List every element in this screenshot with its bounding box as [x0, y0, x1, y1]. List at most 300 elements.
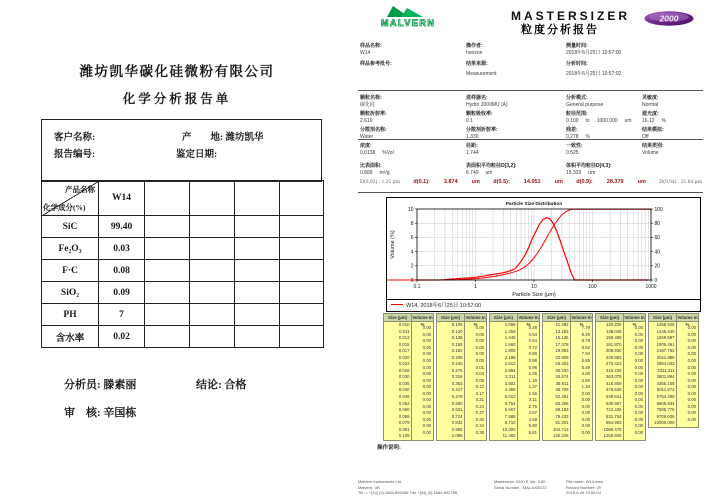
volume-cell: 0.00 — [634, 430, 643, 436]
composition-row — [42, 326, 324, 348]
size-cell: 0.017 — [398, 348, 410, 354]
size-cell: 831.764 — [605, 413, 622, 419]
composition-row — [42, 304, 324, 326]
volume-cell: 4.00 — [581, 371, 590, 377]
field-concentration: 浓度: 0.0138 %Vol — [360, 143, 394, 156]
empty-cell — [280, 216, 324, 238]
volume-cell: 4.58 — [528, 416, 537, 422]
volume-cell: 0.00 — [581, 423, 590, 429]
volume-cell: 0.00 — [475, 331, 484, 337]
svg-text:2: 2 — [410, 263, 414, 270]
field-result-type: 结果类别: Volume — [642, 143, 664, 156]
volume-cell: 0.00 — [634, 423, 643, 429]
size-cell: 4365.158 — [656, 380, 675, 386]
component-value-cell: 7 — [99, 304, 145, 326]
component-name-cell: SiC — [42, 216, 99, 238]
volume-cell: 0.00 — [634, 410, 643, 416]
chart-legend — [386, 298, 701, 312]
empty-cell — [190, 260, 235, 282]
volume-cell: 0.00 — [422, 371, 431, 377]
size-column-group — [542, 313, 593, 441]
field-measured-time: 测量时间: 2018年6月25日 10:57:00 分析时间: 2018年6月25日 10:57:02 — [566, 43, 622, 77]
svg-text:2000: 2000 — [659, 13, 679, 24]
size-cell: 0.479 — [451, 394, 463, 400]
size-cell: 5.012 — [504, 394, 516, 400]
size-cell: 8.710 — [504, 420, 516, 426]
size-cell: 0.060 — [398, 407, 410, 413]
size-cell: 0.013 — [398, 335, 410, 341]
size-cell: 0.240 — [451, 361, 463, 367]
component-name-cell: F·C — [42, 260, 99, 282]
size-cell: 549.541 — [605, 394, 622, 400]
reviewer-line: 审 核: 辛国栋 — [64, 407, 137, 419]
size-cell: 0.035 — [398, 380, 410, 386]
empty-cell — [145, 282, 190, 304]
volume-cell: 0.00 — [687, 403, 696, 409]
size-cell: 0.209 — [451, 354, 463, 360]
composition-row — [42, 260, 324, 282]
volume-cell: 0.09 — [475, 377, 484, 383]
empty-cell — [145, 181, 190, 216]
empty-cell — [280, 326, 324, 348]
size-header-cell: Size (µm) — [543, 314, 571, 321]
volume-cell: 0.00 — [581, 397, 590, 403]
size-cell: 138.038 — [605, 328, 622, 334]
empty-cell — [145, 304, 190, 326]
size-cell: 478.630 — [605, 387, 622, 393]
empty-cell — [235, 216, 280, 238]
size-cell: 630.957 — [605, 400, 622, 406]
size-header-cell: Size (µm) — [437, 314, 465, 321]
field-sample-name: 样品名称: W14 样品参考批号: — [360, 43, 392, 67]
volume-cell: 0.00 — [422, 358, 431, 363]
component-name-cell: 含水率 — [42, 326, 99, 348]
empty-cell — [280, 238, 324, 260]
chemical-composition-table — [41, 180, 324, 348]
size-cell: 3801.894 — [656, 374, 675, 380]
svg-text:4: 4 — [410, 249, 414, 256]
volume-cell: 1.18 — [528, 377, 537, 383]
empty-cell — [145, 260, 190, 282]
size-values-column — [596, 322, 624, 440]
mastersizer-report-page — [354, 0, 707, 500]
volume-cell: 8.62 — [581, 344, 590, 350]
svg-text:20: 20 — [654, 263, 661, 270]
volume-cell: 5.49 — [581, 364, 590, 370]
component-value-cell: 0.08 — [99, 260, 145, 282]
volume-cell: 0.00 — [422, 397, 431, 403]
size-cell: 2511.886 — [656, 354, 675, 360]
svg-text:6: 6 — [410, 235, 414, 242]
empty-cell — [235, 181, 280, 216]
d094-annotation: D(0,94) : 31.84 µm — [659, 179, 702, 185]
volume-cell: 0.49 — [528, 325, 537, 331]
footer-version: Mastersizer 2000 E Ver. 5.60 Serial Number : MAL1005172 — [494, 479, 547, 490]
volume-cell: 0.00 — [634, 331, 643, 337]
field-analysis-model: 分析模式: General purpose 粒径范围: 0.100 to 1000.000 um 残差: 0.278 % — [566, 95, 632, 140]
volume-cell: 3.57 — [528, 410, 537, 416]
empty-cell — [280, 260, 324, 282]
volume-cell: 0.00 — [634, 338, 643, 344]
volume-cell: 0.96 — [528, 364, 537, 370]
volume-cell: 0.30 — [475, 416, 484, 422]
size-cell: 15.136 — [555, 335, 569, 341]
d10-value: d(0.1): 3.874 um — [413, 179, 480, 185]
size-cell: 0.120 — [451, 328, 463, 334]
size-cell: 1905.461 — [656, 341, 675, 347]
size-cell: 0.832 — [451, 420, 463, 426]
svg-text:10: 10 — [531, 284, 537, 290]
svg-text:Particle Size (µm): Particle Size (µm) — [512, 292, 556, 297]
size-cell: 1659.587 — [656, 335, 675, 341]
volume-cell: 0.00 — [422, 384, 431, 390]
empty-cell — [235, 326, 280, 348]
customer-row — [54, 129, 264, 143]
size-cell: 5.754 — [504, 400, 516, 406]
volume-cell: 0.00 — [422, 325, 431, 331]
size-cell: 0.550 — [451, 400, 463, 406]
volume-cell: 0.00 — [687, 384, 696, 390]
volume-cell: 0.04 — [475, 371, 484, 377]
size-cell: 0.363 — [451, 380, 463, 386]
size-cell: 0.040 — [398, 387, 410, 393]
field-d43: 体积平均粒径D[4,3]: 15.333 um — [566, 163, 612, 176]
size-cell: 13.183 — [555, 328, 569, 334]
volume-cell: 0.00 — [687, 325, 696, 331]
size-cell: 0.417 — [451, 387, 463, 393]
volume-cell: 0.00 — [422, 331, 431, 337]
volume-header-cell: Volume In % — [571, 315, 592, 327]
svg-text:1000: 1000 — [645, 284, 657, 290]
svg-text:100: 100 — [588, 284, 597, 290]
customer-label: 客户名称: — [54, 133, 96, 143]
volume-cell: 2.60 — [581, 377, 590, 383]
field-span: 径距: 1.744 — [466, 143, 479, 156]
volume-cell: 0.38 — [475, 430, 484, 436]
size-cell: 3.802 — [504, 380, 516, 386]
volume-cell: 0.00 — [687, 358, 696, 363]
empty-cell — [280, 181, 324, 216]
volume-cell: 0.00 — [422, 403, 431, 409]
size-cell: 26.303 — [555, 361, 569, 367]
volume-cell: 0.00 — [687, 351, 696, 357]
size-values-column — [649, 322, 677, 427]
volume-cell: 0.00 — [581, 410, 590, 416]
size-cell: 10.000 — [502, 426, 516, 432]
size-cell: 10000.000 — [654, 420, 675, 426]
volume-cell: 0.00 — [475, 344, 484, 350]
field-particle-name: 颗粒名称: 碳化硅 颗粒折射率: 2.610 分散剂名称: Water — [360, 95, 387, 140]
volume-values-column — [624, 322, 645, 440]
diagonal-header-cell — [42, 181, 99, 216]
size-cell: 1.660 — [504, 341, 516, 347]
divider — [358, 192, 703, 193]
size-cell: 52.481 — [555, 394, 569, 400]
empty-cell — [235, 238, 280, 260]
size-cell: 316.228 — [605, 367, 622, 373]
volume-values-column — [677, 322, 698, 427]
volume-cell: 0.00 — [581, 430, 590, 436]
size-cell: 0.182 — [451, 348, 463, 354]
size-column-group — [648, 313, 699, 428]
component-value-cell: 0.03 — [99, 238, 145, 260]
empty-cell — [235, 304, 280, 326]
size-cell: 2.188 — [504, 354, 516, 360]
size-cell: 363.078 — [605, 374, 622, 380]
component-value-cell: 0.02 — [99, 326, 145, 348]
volume-cell: 0.21 — [475, 397, 484, 403]
size-cell: 0.030 — [398, 374, 410, 380]
size-cell: 2.512 — [504, 361, 516, 367]
empty-cell — [280, 304, 324, 326]
size-cell: 0.010 — [398, 322, 410, 327]
volume-cell: 0.80 — [528, 351, 537, 357]
volume-cell: 1.05 — [528, 371, 537, 377]
volume-cell: 5.80 — [528, 423, 537, 429]
volume-cell: 0.34 — [475, 423, 484, 429]
size-cell: 954.993 — [605, 420, 622, 426]
size-column-group — [436, 313, 487, 441]
size-cell: 45.709 — [555, 387, 569, 393]
size-header-cell: Size (µm) — [384, 314, 412, 321]
volume-values-column — [518, 322, 539, 440]
volume-cell: 0.72 — [528, 344, 537, 350]
size-cell: 0.105 — [451, 322, 463, 327]
svg-text:1: 1 — [474, 284, 477, 290]
svg-text:80: 80 — [654, 221, 661, 227]
size-cell: 6606.934 — [656, 400, 675, 406]
svg-text:40: 40 — [654, 249, 661, 256]
volume-cell: 0.00 — [422, 390, 431, 396]
volume-cell: 1.56 — [528, 390, 537, 396]
volume-cell: 0.00 — [634, 325, 643, 331]
customer-info-box — [41, 119, 322, 182]
size-cell: 19.953 — [555, 348, 569, 354]
analyst-line: 分析员: 滕素丽 — [64, 379, 137, 391]
empty-cell — [190, 238, 235, 260]
size-cell: 208.930 — [605, 348, 622, 354]
field-uniformity: 一致性: 0.525 — [566, 143, 583, 156]
volume-cell: 7.94 — [581, 351, 590, 357]
mastersizer-2000-badge — [644, 11, 694, 26]
size-values-column — [490, 322, 518, 440]
report-no-row — [54, 146, 218, 160]
size-cell: 0.631 — [451, 407, 463, 413]
component-name-cell: SiO₂ — [42, 282, 99, 304]
svg-text:10: 10 — [407, 206, 414, 213]
volume-cell: 0.00 — [687, 338, 696, 344]
empty-cell — [145, 326, 190, 348]
empty-cell — [190, 282, 235, 304]
volume-cell: 0.00 — [581, 403, 590, 409]
size-cell: 181.970 — [605, 341, 622, 347]
svg-text:0.1: 0.1 — [413, 284, 421, 290]
volume-cell: 0.88 — [528, 358, 537, 363]
size-cell: 0.069 — [398, 413, 410, 419]
volume-cell: 0.00 — [634, 403, 643, 409]
empty-cell — [235, 282, 280, 304]
percentile-row — [360, 179, 702, 185]
size-column-group — [489, 313, 540, 441]
empty-cell — [280, 282, 324, 304]
size-cell: 4.365 — [504, 387, 516, 393]
size-cell: 2.884 — [504, 367, 516, 373]
volume-cell: 0.00 — [634, 390, 643, 396]
size-values-column — [437, 322, 465, 440]
size-cell: 1258.925 — [656, 322, 675, 327]
company-name: 潍坊凯华碳化硅微粉有限公司 — [79, 64, 275, 79]
svg-text:MALVERN: MALVERN — [381, 18, 436, 28]
volume-cell: 0.00 — [634, 344, 643, 350]
volume-cell: 0.00 — [687, 364, 696, 370]
volume-cell: 0.00 — [687, 416, 696, 422]
size-cell: 22.909 — [555, 354, 569, 360]
volume-cell: 1.10 — [581, 384, 590, 390]
empty-cell — [190, 181, 235, 216]
volume-cell: 0.00 — [475, 338, 484, 344]
size-cell: 0.026 — [398, 367, 410, 373]
volume-cell: 0.24 — [475, 403, 484, 409]
volume-cell: 0.00 — [687, 377, 696, 383]
size-cell: 0.020 — [398, 354, 410, 360]
volume-cell: 0.00 — [634, 397, 643, 403]
component-value-cell: 99.40 — [99, 216, 145, 238]
size-column-group — [595, 313, 646, 441]
size-cell: 1.096 — [504, 322, 516, 327]
volume-cell: 0.12 — [475, 384, 484, 390]
size-cell: 0.015 — [398, 341, 410, 347]
size-cell: 5011.872 — [656, 387, 675, 393]
svg-text:0: 0 — [654, 277, 658, 284]
size-column-group — [383, 313, 434, 441]
volume-cell: 0.00 — [422, 416, 431, 422]
size-cell: 0.158 — [451, 341, 463, 347]
volume-cell: 0.00 — [634, 416, 643, 422]
size-cell: 0.105 — [398, 433, 410, 439]
particle-size-distribution-chart — [386, 197, 701, 300]
report-title: 化学分析报告单 — [122, 92, 232, 106]
size-values-column — [543, 322, 571, 440]
volume-cell: 0.01 — [475, 364, 484, 370]
size-cell: 1258.925 — [603, 433, 622, 439]
volume-cell: 0.00 — [422, 344, 431, 350]
empty-cell — [190, 304, 235, 326]
volume-cell: 0.00 — [634, 358, 643, 363]
component-name-cell: PH — [42, 304, 99, 326]
volume-cell: 0.00 — [422, 410, 431, 416]
size-cell: 724.436 — [605, 407, 622, 413]
volume-cell: 0.64 — [528, 338, 537, 344]
particle-report-title: 粒度分析报告 — [521, 24, 599, 36]
size-cell: 11.482 — [502, 433, 516, 439]
composition-row — [42, 282, 324, 304]
size-cell: 239.883 — [605, 354, 622, 360]
size-cell: 1.445 — [504, 335, 516, 341]
volume-header-cell: Volume In % — [518, 315, 539, 327]
volume-cell: 0.00 — [422, 338, 431, 344]
size-cell: 0.052 — [398, 400, 410, 406]
field-specific-surface-area: 比表面积: 0.889 m²/g — [360, 163, 390, 176]
size-cell: 0.275 — [451, 367, 463, 373]
footer-address: Malvern Instruments Ltd. Malvern, UK Tel := +[44] (0) 1684-892456 Fax +[44] (0) 1684-892789 — [358, 479, 458, 495]
composition-row — [42, 216, 324, 238]
volume-cell: 0.00 — [422, 364, 431, 370]
volume-cell: 0.00 — [475, 351, 484, 357]
size-cell: 0.724 — [451, 413, 463, 419]
origin: 产 地: 潍坊凯华 — [182, 133, 264, 143]
size-cell: 120.226 — [552, 433, 569, 439]
size-cell: 0.011 — [399, 328, 410, 334]
volume-cell: 0.27 — [475, 410, 484, 416]
d90-value: d(0.9): 28.379 um — [576, 179, 646, 185]
size-cell: 158.489 — [605, 335, 622, 341]
size-cell: 3.311 — [505, 374, 516, 380]
size-cell: 0.046 — [398, 394, 410, 400]
size-cell: 1445.440 — [656, 328, 675, 334]
size-cell: 5754.399 — [656, 394, 675, 400]
field-d32: 表面积平均粒径D[3,2]: 6.749 um — [466, 163, 517, 176]
empty-cell — [145, 238, 190, 260]
volume-cell: 0.00 — [634, 351, 643, 357]
size-cell: 79.433 — [555, 413, 569, 419]
size-header-cell: Size (µm) — [649, 314, 677, 321]
volume-cell: 0.00 — [687, 410, 696, 416]
component-name-cell: Fe₂O₃ — [42, 238, 99, 260]
size-cell: 17.378 — [555, 341, 569, 347]
size-cell: 1.096 — [451, 433, 463, 439]
svg-text:60: 60 — [654, 235, 661, 242]
volume-header-cell: Volume In % — [412, 315, 433, 327]
size-cell: 416.869 — [605, 380, 622, 386]
volume-cell: 0.17 — [475, 390, 484, 396]
legend-label: W14, 2018年6月25日 10:57:00 — [406, 302, 482, 309]
size-cell: 104.713 — [552, 426, 569, 432]
size-cell: 6.607 — [504, 407, 516, 413]
chart-svg — [387, 198, 698, 297]
composition-header: 化学成分(%) — [43, 203, 86, 212]
size-cell: 2884.032 — [656, 361, 675, 367]
d003-annotation: D(0,03) : 1.25 µm — [360, 179, 400, 185]
svg-text:Particle Size Distribution: Particle Size Distribution — [505, 202, 563, 207]
size-cell: 60.256 — [555, 400, 569, 406]
empty-cell — [190, 326, 235, 348]
volume-cell: 0.00 — [634, 364, 643, 370]
composition-row — [42, 238, 324, 260]
size-cell: 0.023 — [398, 361, 410, 367]
volume-cell: 7.79 — [581, 325, 590, 331]
volume-cell: 0.54 — [528, 331, 537, 337]
size-cell: 34.674 — [555, 374, 569, 380]
size-cell: 120.226 — [605, 322, 622, 327]
legend-line-sample — [391, 304, 403, 305]
size-cell: 8709.636 — [656, 413, 675, 419]
volume-cell: 0.00 — [422, 430, 431, 436]
report-no-label: 报告编号: — [54, 150, 96, 160]
volume-cell: 0.00 — [687, 344, 696, 350]
product-name-header: 产品名称 — [65, 185, 95, 194]
volume-cell: 0.00 — [581, 416, 590, 422]
size-cell: 0.079 — [398, 420, 410, 426]
svg-text:8: 8 — [410, 221, 414, 227]
volume-cell: 2.11 — [528, 397, 537, 403]
field-operator: 操作者: horizon 结果来源: Measurement — [466, 43, 497, 77]
volume-cell: 6.81 — [528, 430, 537, 436]
component-value-cell: 0.09 — [99, 282, 145, 304]
empty-cell — [235, 260, 280, 282]
svg-text:0: 0 — [410, 277, 414, 284]
size-cell: 0.138 — [451, 335, 463, 341]
volume-cell: 0.00 — [687, 390, 696, 396]
